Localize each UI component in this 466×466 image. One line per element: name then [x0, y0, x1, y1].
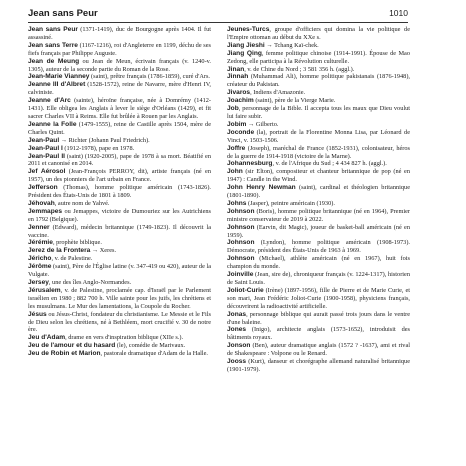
dictionary-entry — [28, 153, 211, 169]
entry-headword: Jean-Paul — [28, 136, 60, 144]
dictionary-entry — [227, 66, 410, 74]
entry-definition: (saint) (1920-2005), pape de 1978 à sa mort. Béatifié en 2011 et canonisé en 2014. — [28, 152, 211, 168]
entry-headword: Jinan — [227, 65, 245, 73]
entry-definition: ou Jésus-Christ, fondateur du christianisme. Le Messie et le Fils de Dieu selon les chrétiens, né à Bethléem, mort crucifié v. 30 de notre ère. — [28, 310, 211, 334]
entry-definition: (sir Elton), compositeur et chanteur britannique de pop (né en 1947) : Candle in the Wind. — [227, 168, 410, 184]
entry-headword: Jeanne la Folle — [28, 120, 77, 128]
dictionary-entry — [227, 342, 410, 358]
right-column — [227, 26, 410, 374]
entry-definition: (Ben), auteur dramatique anglais (1572 ? -1637), ami et rival de Shakespeare : Volpone ou le Renard. — [227, 342, 410, 358]
entry-headword: Jobim — [227, 120, 247, 128]
entry-definition: , pastorale dramatique d'Adam de la Halle. — [100, 350, 208, 358]
entry-definition: → Gilberto. — [246, 120, 279, 128]
entry-headword: Jeu d'Adam — [28, 334, 66, 342]
entry-headword: Jones — [227, 326, 247, 334]
entry-definition: (saint), prêtre français (1786-1859), curé d'Ars. — [89, 73, 211, 81]
entry-definition: (saint), cardinal et théologien britannique (1801-1890). — [227, 184, 410, 200]
entry-headword: Jinnah — [227, 73, 249, 81]
entry-headword: Jerez de la Frontera — [28, 247, 91, 255]
dictionary-entry — [227, 73, 410, 89]
dictionary-entry — [227, 358, 410, 374]
dictionary-entry — [227, 50, 410, 66]
dictionary-entry — [227, 326, 410, 342]
dictionary-entry — [28, 224, 211, 240]
entry-definition: (Thomas), homme politique américain (1743-1826). Président des États-Unis de 1801 à 1809. — [28, 184, 211, 200]
entry-headword: Jemmapes — [28, 207, 63, 215]
entry-headword: Jean-Marie Vianney — [28, 73, 90, 81]
dictionary-entry — [28, 58, 211, 74]
entry-headword: Jean sans Terre — [28, 41, 78, 49]
entry-definition: (Irène) (1897-1956), fille de Pierre et de Marie Curie, et son mari, Jean Frédéric Joliot-Curie (1900-1958), physiciens français, découvrirent la radioactivité artificielle. — [227, 286, 410, 310]
dictionary-entry — [28, 168, 211, 184]
entry-definition: ou Jemappes, victoire de Dumouriez sur les Autrichiens en 1792 (Belgique). — [28, 207, 211, 223]
entry-headword: Jésus — [28, 310, 47, 318]
entry-definition: (Michael), athlète américain (né en 1967), huit fois champion du monde. — [227, 255, 410, 271]
dictionary-entry — [28, 121, 211, 137]
entry-headword: Jérémie — [28, 239, 53, 247]
entry-definition: (la), portrait de la Florentine Monna Lisa, par Léonard de Vinci, v. 1503-1506. — [227, 128, 410, 144]
entry-headword: Joinville — [227, 271, 254, 279]
dictionary-entry — [28, 184, 211, 200]
entry-headword: Joachim — [227, 97, 254, 105]
dictionary-entry — [227, 105, 410, 121]
entry-headword: Johnson — [227, 255, 255, 263]
dictionary-entry — [227, 184, 410, 200]
entry-headword: Jefferson — [28, 184, 58, 192]
dictionary-entry — [227, 97, 410, 105]
dictionary-entry — [227, 311, 410, 327]
entry-headword: Jonas — [227, 310, 247, 318]
entry-definition: , drame en vers d'inspiration biblique (XIIe s.). — [65, 334, 184, 342]
entry-definition: (Jasper), peintre américain (1930). — [246, 199, 335, 207]
dictionary-entry — [28, 73, 211, 81]
dictionary-entry — [28, 208, 211, 224]
entry-definition: , personnage de la Bible. Il accepta tous les maux que Dieu voulut lui faire subir. — [227, 105, 410, 120]
dictionary-entry — [28, 137, 211, 145]
entry-headword: John Henry Newman — [227, 184, 296, 192]
entry-definition: (Lyndon), homme politique américain (1908-1973). Démocrate, président des États-Unis de 1963 à 1969. — [227, 239, 410, 255]
entry-headword: Johannesburg — [227, 160, 273, 168]
entry-headword: Jef Aérosol — [28, 168, 66, 176]
running-header — [28, 8, 408, 21]
entry-definition: → Xeres. — [90, 247, 117, 255]
entry-headword: Johnson — [227, 239, 255, 247]
entry-definition: (1479-1555), reine de Castille après 1504, mère de Charles Quint. — [28, 120, 211, 136]
entry-headword: Jeu de l'amour et du hasard — [28, 342, 116, 350]
dictionary-entry — [227, 271, 410, 287]
entry-definition: → Tchang Kaï-chek. — [264, 41, 319, 49]
entry-headword: Jérôme — [28, 263, 52, 271]
entry-definition: (Boris), homme politique britannique (né en 1964), Premier ministre conservateur de 2019 à 2022. — [227, 207, 410, 223]
dictionary-entry — [28, 42, 211, 58]
dictionary-entry — [227, 239, 410, 255]
entry-headword: Job — [227, 105, 239, 113]
entry-headword: Jeu de Robin et Marion — [28, 350, 101, 358]
entry-definition: (Kurt), danseur et chorégraphe allemand naturalisé britannique (1901-1979). — [227, 358, 410, 373]
dictionary-entry — [28, 255, 211, 263]
entry-headword: Jiang Jieshi — [227, 41, 265, 49]
entry-headword: Joliot-Curie — [227, 286, 264, 294]
entry-definition: (le), comédie de Marivaux. — [115, 342, 186, 350]
entry-definition: , groupe d'officiers qui domina la vie politique de l'Empire ottoman au début du XXe s. — [227, 26, 410, 41]
dictionary-entry — [227, 168, 410, 184]
entry-headword: Jéhovah — [28, 199, 55, 207]
entry-definition: ou Jean de Meun, écrivain français (v. 1240-v. 1305), auteur de la seconde partie du Roman de la Rose. — [28, 57, 211, 73]
entry-definition: (1371-1419), duc de Bourgogne après 1404. Il fut assassiné. — [28, 26, 211, 41]
entry-definition: , autre nom de Yahvé. — [54, 199, 110, 207]
entry-definition: (Edward), médecin britannique (1749-1823). Il découvrit la vaccine. — [28, 223, 211, 239]
dictionary-entry — [227, 224, 410, 240]
entry-definition: (Joseph), maréchal de France (1852-1931), colonisateur, héros de la guerre de 1914-1918 (victoire de la Marne). — [227, 144, 410, 160]
entry-definition: , Indiens d'Amazonie. — [250, 89, 306, 97]
entry-definition: (1912-1978), pape en 1978. — [62, 144, 135, 152]
entry-definition: (Jean, sire de), chroniqueur français (v. 1224-1317), historien de Saint Louis. — [227, 271, 410, 286]
dictionary-entry — [28, 263, 211, 279]
entry-definition: (Inigo), architecte anglais (1573-1652), introduisit des bâtiments royaux. — [227, 326, 410, 342]
entry-headword: Jiang Qing — [227, 49, 262, 57]
left-column — [28, 26, 211, 358]
entry-headword: Jean de Meung — [28, 57, 80, 65]
dictionary-entry — [227, 200, 410, 208]
entry-headword: Jérusalem — [28, 286, 61, 294]
entry-headword: Johnson — [227, 207, 255, 215]
dictionary-entry — [28, 279, 211, 287]
dictionary-entry — [28, 311, 211, 335]
dictionary-entry — [227, 287, 410, 311]
dictionary-entry — [28, 97, 211, 121]
dictionary-entry — [227, 89, 410, 97]
dictionary-entry — [28, 145, 211, 153]
entry-headword: Jonson — [227, 342, 251, 350]
entry-headword: Jivaros — [227, 89, 251, 97]
entry-definition: (sainte), héroïne française, née à Domrémy (1412-1431). Elle obligea les Anglais à lever le siège d'Orléans (1429), et fit sacrer Charles VII à Reims. Elle fut brûlée à Rouen par les Anglais. — [28, 97, 211, 120]
entry-definition: , prophète biblique. — [52, 239, 102, 247]
entry-headword: Johns — [227, 199, 247, 207]
dictionary-entry — [28, 26, 211, 42]
dictionary-entry — [28, 334, 211, 342]
running-head-title: Jean sans Peur — [28, 8, 98, 19]
entry-definition: (1528-1572), reine de Navarre, mère d'Henri IV, calviniste. — [28, 81, 212, 97]
entry-definition: (Muhammad Ali), homme politique pakistanais (1876-1948), créateur du Pakistan. — [227, 73, 410, 89]
dictionary-entry — [227, 160, 410, 168]
dictionary-entry — [28, 200, 211, 208]
entry-headword: Jeanne d'Arc — [28, 97, 71, 105]
entry-headword: Jean sans Peur — [28, 26, 78, 33]
dictionary-entry — [227, 129, 410, 145]
entry-headword: Jeanne III d'Albret — [28, 81, 86, 89]
dictionary-entry — [227, 145, 410, 161]
entry-definition: , v. de Palestine. — [51, 255, 93, 263]
dictionary-entry — [28, 247, 211, 255]
entry-headword: Jean-Paul II — [28, 152, 65, 160]
entry-definition: (Earvin, dit Magic), joueur de basket-ball américain (né en 1959). — [227, 223, 410, 239]
entry-definition: , v. de Chine du Nord ; 3 581 356 h. (aggl.). — [244, 65, 355, 73]
entry-headword: Jean-Paul I — [28, 144, 63, 152]
entry-headword: John — [227, 168, 243, 176]
entry-headword: Joffre — [227, 144, 246, 152]
entry-headword: Joconde — [227, 128, 255, 136]
dictionary-entry — [227, 208, 410, 224]
entry-headword: Jersey — [28, 279, 49, 286]
entry-definition: , une des îles Anglo-Normandes. — [48, 279, 132, 286]
header-rule — [28, 22, 408, 23]
entry-definition: , femme politique chinoise (1914-1991). Épouse de Mao Zedong, elle participa à la Révolution culturelle. — [227, 49, 410, 65]
dictionary-entry — [28, 350, 211, 358]
dictionary-entry — [28, 81, 211, 97]
entry-definition: , v. de Palestine, proclamée cap. d'Israël par le Parlement israélien en 1980 ; 882 700 h. Ville sainte pour les juifs, les chrétiens et les musulmans. Le Mur des lamentations, la Coupole du Rocher. — [28, 286, 211, 310]
page-number: 1010 — [389, 8, 408, 18]
entry-headword: Johnson — [227, 223, 255, 231]
dictionary-entry — [28, 287, 211, 311]
entry-definition: (saint), Père de l'Église latine (v. 347-419 ou 420), auteur de la Vulgate. — [28, 263, 211, 279]
entry-definition: → Richter (Johann Paul Friedrich). — [59, 136, 150, 144]
entry-headword: Jeunes-Turcs — [227, 26, 270, 33]
entry-definition: (Jean-François PERROY, dit), artiste français (né en 1957), un des pionniers de l'art urbain en France. — [28, 168, 211, 184]
dictionary-entry — [28, 239, 211, 247]
dictionary-entry — [227, 121, 410, 129]
entry-headword: Jenner — [28, 223, 50, 231]
entry-headword: Jéricho — [28, 255, 52, 263]
entry-headword: Jooss — [227, 358, 247, 366]
entry-definition: , v. de l'Afrique du Sud ; 4 434 827 h. (aggl.). — [272, 160, 387, 168]
dictionary-entry — [28, 342, 211, 350]
dictionary-entry — [227, 255, 410, 271]
entry-definition: (saint), père de la Vierge Marie. — [253, 97, 336, 105]
dictionary-entry — [227, 42, 410, 50]
dictionary-entry — [227, 26, 410, 42]
entry-definition: (1167-1216), roi d'Angleterre en 1199, déchu de ses fiefs français par Philippe Auguste. — [28, 41, 211, 57]
entry-definition: , personnage biblique qui aurait passé trois jours dans le ventre d'une baleine. — [227, 310, 410, 326]
